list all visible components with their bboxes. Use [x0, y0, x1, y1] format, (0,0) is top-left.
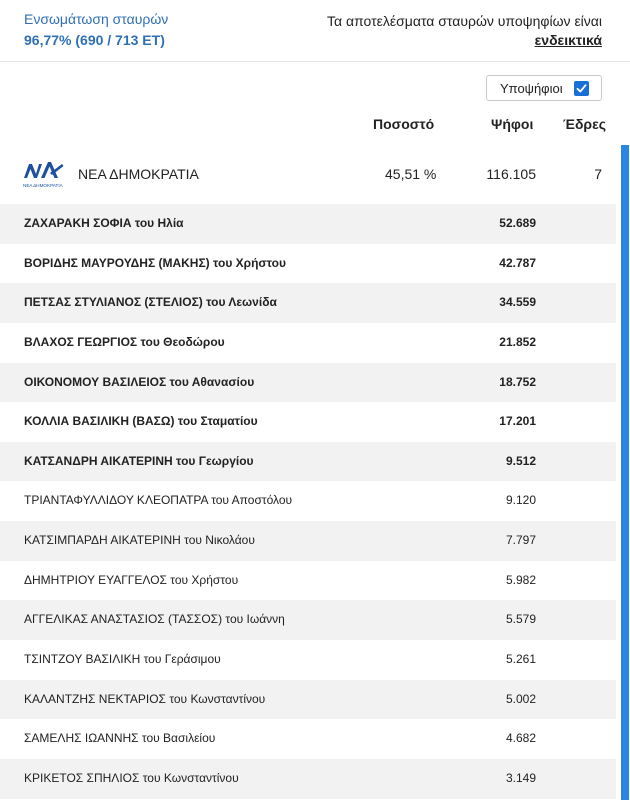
candidate-row[interactable]: [0, 561, 616, 601]
candidate-name: ΑΓΓΕΛΙΚΑΣ ΑΝΑΣΤΑΣΙΟΣ (ΤΑΣΣΟΣ) του Ιωάννη: [24, 612, 285, 627]
candidate-votes: 5.579: [505, 612, 536, 627]
candidate-votes: 5.002: [505, 691, 536, 706]
candidates-checkbox[interactable]: [574, 81, 589, 96]
notice-text: Τα αποτελέσματα σταυρών υποψηφίων είναι: [326, 13, 602, 29]
candidate-row[interactable]: [0, 481, 616, 521]
candidate-name: ΠΕΤΣΑΣ ΣΤΥΛΙΑΝΟΣ (ΣΤΕΛΙΟΣ) του Λεωνίδα: [24, 295, 277, 310]
candidate-name: ΚΑΤΣΑΝΔΡΗ ΑΙΚΑΤΕΡΙΝΗ του Γεωργίου: [24, 453, 254, 468]
scrollbar[interactable]: [621, 145, 629, 800]
candidate-row[interactable]: [0, 600, 616, 640]
party-name: ΝΕΑ ΔΗΜΟΚΡΑΤΙΑ: [78, 166, 199, 182]
candidate-name: ΤΡΙΑΝΤΑΦΥΛΛΙΔΟΥ ΚΛΕΟΠΑΤΡΑ του Αποστόλου: [24, 493, 293, 508]
candidate-votes: 4.682: [505, 731, 536, 746]
checkmark-icon: [576, 83, 587, 94]
results-header: [0, 0, 630, 62]
candidate-row[interactable]: [0, 759, 616, 799]
candidate-row[interactable]: [0, 244, 616, 284]
candidate-votes: 5.982: [505, 572, 536, 587]
party-percent: 45,51 %: [385, 166, 437, 182]
candidate-votes: 3.149: [505, 770, 536, 785]
integration-value: 96,77% (690 / 713 ΕΤ): [24, 32, 165, 48]
column-header-seats: Έδρες: [563, 116, 607, 132]
candidate-row[interactable]: [0, 402, 616, 442]
candidate-votes: 18.752: [499, 374, 536, 389]
indicative-link[interactable]: ενδεικτικά: [534, 32, 602, 48]
candidate-votes: 52.689: [499, 216, 536, 230]
candidate-name: ΒΛΑΧΟΣ ΓΕΩΡΓΙΟΣ του Θεοδώρου: [24, 334, 225, 349]
candidate-row[interactable]: [0, 680, 616, 720]
party-votes: 116.105: [486, 166, 536, 182]
candidate-row[interactable]: [0, 719, 616, 759]
party-row[interactable]: [0, 148, 616, 204]
candidate-name: ΤΣΙΝΤΖΟΥ ΒΑΣΙΛΙΚΗ του Γεράσιμου: [24, 652, 221, 667]
candidate-votes: 17.201: [499, 414, 536, 429]
column-header-votes: Ψήφοι: [491, 116, 534, 132]
candidate-name: ΖΑΧΑΡΑΚΗ ΣΟΦΙΑ του Ηλία: [24, 216, 184, 230]
column-header-percent: Ποσοστό: [373, 116, 435, 132]
candidate-votes: 5.261: [505, 652, 536, 667]
candidate-votes: 9.512: [505, 453, 536, 468]
candidate-row[interactable]: [0, 283, 616, 323]
candidate-votes: 34.559: [499, 295, 536, 310]
party-seats: 7: [594, 166, 602, 182]
candidates-toggle-label: Υποψήφιοι: [500, 81, 563, 96]
party-logo-text: ΝΕΑ ΔΗΜΟΚΡΑΤΙΑ: [23, 183, 63, 188]
candidate-votes: 42.787: [499, 255, 536, 270]
candidate-row[interactable]: [0, 323, 616, 363]
candidate-name: ΚΡΙΚΕΤΟΣ ΣΠΗΛΙΟΣ του Κωνσταντίνου: [24, 770, 239, 785]
candidate-name: ΒΟΡΙΔΗΣ ΜΑΥΡΟΥΔΗΣ (ΜΑΚΗΣ) του Χρήστου: [24, 255, 286, 270]
candidate-row[interactable]: [0, 640, 616, 680]
candidate-row[interactable]: [0, 363, 616, 403]
candidate-row[interactable]: [0, 442, 616, 482]
candidate-votes: 7.797: [505, 533, 536, 548]
party-logo: [22, 160, 66, 190]
candidate-name: ΔΗΜΗΤΡΙΟΥ ΕΥΑΓΓΕΛΟΣ του Χρήστου: [24, 572, 239, 587]
candidate-list: [0, 204, 616, 799]
candidate-name: ΟΙΚΟΝΟΜΟΥ ΒΑΣΙΛΕΙΟΣ του Αθανασίου: [24, 374, 255, 389]
candidate-name: ΚΑΛΑΝΤΖΗΣ ΝΕΚΤΑΡΙΟΣ του Κωνσταντίνου: [24, 691, 266, 706]
candidate-name: ΣΑΜΕΛΗΣ ΙΩΑΝΝΗΣ του Βασιλείου: [24, 731, 216, 746]
candidates-toggle[interactable]: [486, 75, 602, 101]
candidate-row[interactable]: [0, 521, 616, 561]
candidate-row[interactable]: [0, 204, 616, 244]
candidate-name: ΚΑΤΣΙΜΠΑΡΔΗ ΑΙΚΑΤΕΡΙΝΗ του Νικολάου: [24, 533, 255, 548]
candidate-votes: 21.852: [499, 334, 536, 349]
candidate-name: ΚΟΛΛΙΑ ΒΑΣΙΛΙΚΗ (ΒΑΣΩ) του Σταματίου: [24, 414, 258, 429]
candidate-votes: 9.120: [505, 493, 536, 508]
integration-label: Ενσωμάτωση σταυρών: [24, 11, 169, 27]
